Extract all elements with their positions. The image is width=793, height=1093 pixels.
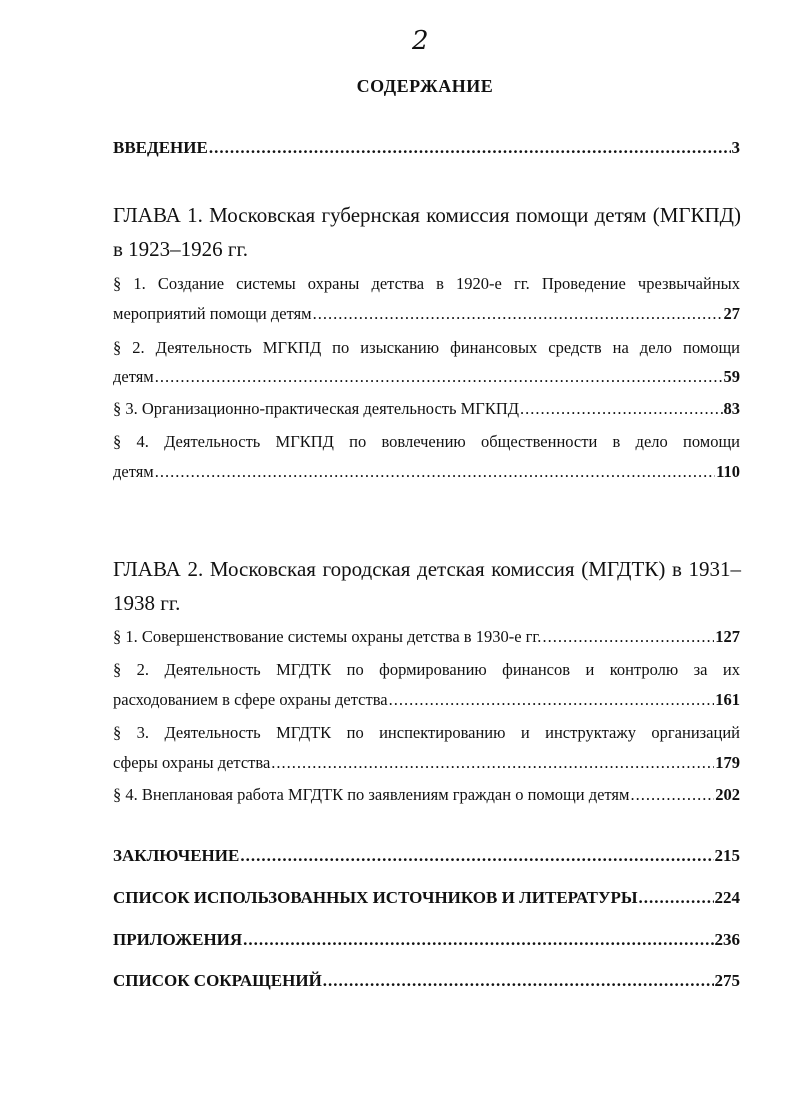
toc-label: расходованием в сфере охраны детства	[113, 690, 388, 709]
toc-page: 179	[715, 753, 740, 772]
toc-label: § 3. Организационно-практическая деятельность МГКПД	[113, 399, 520, 418]
toc-entry-introduction[interactable]	[113, 138, 740, 158]
toc-label: детям	[113, 367, 154, 386]
toc-section-1-2-line1: § 2. Деятельность МГКПД по изысканию финансовых средств на дело помощи	[113, 338, 740, 357]
chapter-1-heading: ГЛАВА 1. Московская губернская комиссия помощи детям (МГКПД) в 1923–1926 гг.	[113, 203, 741, 261]
toc-section-2-2-line1: § 2. Деятельность МГДТК по формированию финансов и контролю за их	[113, 660, 740, 679]
toc-section-1-2[interactable]	[113, 367, 740, 387]
dot-leader	[542, 627, 714, 647]
toc-entry-sources[interactable]	[113, 888, 740, 908]
toc-label: мероприятий помощи детям	[113, 304, 312, 323]
dot-leader	[243, 930, 713, 950]
dot-leader	[271, 753, 714, 773]
toc-entry-appendices[interactable]	[113, 930, 740, 950]
toc-section-2-4[interactable]	[113, 785, 740, 805]
toc-entry-abbreviations[interactable]	[113, 971, 740, 991]
toc-label: СПИСОК ИСПОЛЬЗОВАННЫХ ИСТОЧНИКОВ И ЛИТЕРАТУРЫ	[113, 888, 638, 907]
toc-page: 215	[714, 846, 740, 865]
toc-section-1-4-line1: § 4. Деятельность МГКПД по вовлечению общественности в дело помощи	[113, 432, 740, 451]
dot-leader	[323, 971, 714, 991]
toc-section-1-3[interactable]	[113, 399, 740, 419]
toc-section-1-1[interactable]	[113, 304, 740, 324]
toc-page: 202	[715, 785, 740, 804]
toc-section-2-2[interactable]	[113, 690, 740, 710]
toc-page: 275	[714, 971, 740, 990]
toc-label: § 1. Совершенствование системы охраны детства в 1930-е гг.	[113, 627, 542, 646]
toc-section-2-3[interactable]	[113, 753, 740, 773]
toc-section-1-1-line1: § 1. Создание системы охраны детства в 1920-е гг. Проведение чрезвычайных	[113, 274, 740, 293]
dot-leader	[520, 399, 722, 419]
dot-leader	[155, 462, 715, 482]
dot-leader	[209, 138, 731, 158]
toc-label: ВВЕДЕНИЕ	[113, 138, 208, 157]
toc-page: 127	[715, 627, 740, 646]
toc-label: ПРИЛОЖЕНИЯ	[113, 930, 243, 949]
toc-entry-conclusion[interactable]	[113, 846, 740, 866]
toc-label: сферы охраны детства	[113, 753, 271, 772]
page-number: 2	[412, 26, 429, 56]
dot-leader	[240, 846, 713, 866]
toc-page: 224	[714, 888, 740, 907]
toc-section-1-4[interactable]	[113, 462, 740, 482]
toc-page: 236	[714, 930, 740, 949]
page-title: СОДЕРЖАНИЕ	[356, 76, 494, 96]
toc-label: § 4. Внеплановая работа МГДТК по заявлениям граждан о помощи детям	[113, 785, 630, 804]
chapter-2-heading: ГЛАВА 2. Московская городская детская комиссия (МГДТК) в 1931–1938 гг.	[113, 557, 741, 615]
toc-label: ЗАКЛЮЧЕНИЕ	[113, 846, 240, 865]
toc-page: 83	[723, 399, 740, 418]
toc-page: 27	[723, 304, 740, 323]
dot-leader	[639, 888, 714, 908]
dot-leader	[630, 785, 714, 805]
toc-section-2-1[interactable]	[113, 627, 740, 647]
toc-page: 110	[716, 462, 740, 481]
dot-leader	[389, 690, 715, 710]
toc-page: 3	[731, 138, 740, 157]
dot-leader	[155, 367, 723, 387]
toc-page: 59	[723, 367, 740, 386]
toc-label: СПИСОК СОКРАЩЕНИЙ	[113, 971, 322, 990]
toc-page: 161	[715, 690, 740, 709]
toc-section-2-3-line1: § 3. Деятельность МГДТК по инспектированию и инструктажу организаций	[113, 723, 740, 742]
toc-label: детям	[113, 462, 154, 481]
dot-leader	[313, 304, 723, 324]
